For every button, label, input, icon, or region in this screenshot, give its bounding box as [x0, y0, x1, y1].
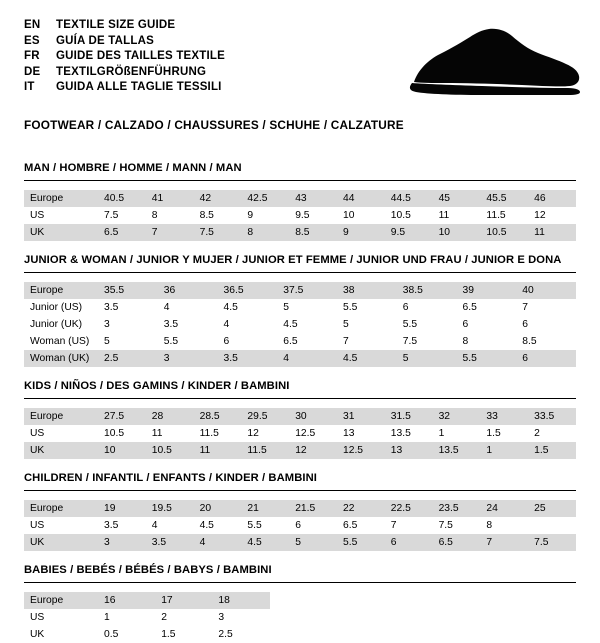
row-label: Europe	[24, 190, 98, 207]
table-cell: 6	[462, 319, 469, 330]
table-cell: 13.5	[390, 428, 411, 439]
table-row	[24, 534, 576, 551]
table-cell: 40	[516, 282, 576, 299]
table-cell: 8.5	[522, 336, 537, 347]
table-cell: 10	[342, 210, 355, 221]
table-cell: 11	[194, 442, 242, 459]
table-cell: 3	[104, 319, 110, 330]
table-cell: 36	[158, 282, 218, 299]
table-cell: 16	[98, 592, 155, 609]
table-row	[24, 592, 270, 609]
table-cell: 31	[337, 408, 385, 425]
table-cell: 8.5	[199, 210, 214, 221]
table-row	[24, 282, 576, 299]
table-cell: 5	[283, 302, 289, 313]
table-cell: 5.5	[457, 350, 517, 367]
language-code: ES	[24, 34, 40, 47]
table-cell: 22	[337, 500, 385, 517]
table-cell: 21	[241, 500, 289, 517]
table-row	[24, 442, 576, 459]
table-cell: 4	[223, 319, 230, 330]
table-cell: 38	[337, 282, 397, 299]
table-cell: 7.5	[528, 534, 576, 551]
table-cell: 5	[397, 350, 457, 367]
table-cell: 4.5	[199, 520, 214, 531]
table-cell: 12	[289, 442, 337, 459]
table-cell: 4.5	[337, 350, 397, 367]
table-cell: 5.5	[402, 319, 418, 330]
table-cell: 5.5	[337, 534, 385, 551]
table-cell: 8	[486, 520, 493, 531]
table-cell: 18	[212, 592, 269, 609]
category-title: FOOTWEAR / CALZADO / CHAUSSURES / SCHUHE / CALZATURE	[24, 118, 404, 132]
table-cell: 6	[295, 520, 301, 531]
section-title: CHILDREN / INFANTIL / ENFANTS / KINDER / BAMBINI	[24, 472, 576, 491]
table-cell: 11.5	[199, 428, 219, 439]
table-cell: 22.5	[385, 500, 433, 517]
section-title: BABIES / BEBÉS / BÉBÉS / BABYS / BAMBINI	[24, 564, 576, 583]
table-cell: 45	[433, 190, 481, 207]
table-cell: 7.5	[104, 210, 119, 221]
table-row	[24, 207, 576, 224]
table-cell: 33	[480, 408, 528, 425]
table-cell: 6	[402, 302, 409, 313]
table-cell: 11	[151, 428, 163, 439]
table-cell: 1	[480, 442, 528, 459]
table-cell: 4	[194, 534, 242, 551]
table-row	[24, 224, 576, 241]
table-cell: 10	[98, 442, 146, 459]
row-label: US	[30, 428, 45, 439]
table-cell: 31.5	[385, 408, 433, 425]
row-label: UK	[24, 224, 98, 241]
table-cell: 1.5	[528, 442, 576, 459]
table-cell: 6	[522, 319, 528, 330]
row-label: Europe	[24, 500, 98, 517]
size-section	[24, 254, 576, 367]
table-cell: 45.5	[480, 190, 528, 207]
size-section	[24, 472, 576, 551]
table-cell: 9	[247, 210, 254, 221]
table-cell: 3	[158, 350, 218, 367]
table-cell: 13	[342, 428, 355, 439]
size-section	[24, 162, 576, 241]
table-cell: 5.5	[343, 302, 358, 313]
table-cell: 9.5	[295, 210, 310, 221]
size-table	[24, 408, 576, 459]
table-cell: 2.5	[98, 350, 158, 367]
table-cell: 4	[163, 302, 170, 313]
section-spacer	[24, 399, 576, 408]
table-cell: 38.5	[397, 282, 457, 299]
row-label: US	[30, 210, 45, 221]
section-spacer	[24, 273, 576, 282]
table-cell: 5	[104, 336, 110, 347]
table-cell: 28.5	[194, 408, 242, 425]
table-cell: 29.5	[241, 408, 289, 425]
table-cell: 5	[343, 319, 349, 330]
table-cell: 6	[516, 350, 576, 367]
table-cell: 44.5	[385, 190, 433, 207]
table-cell: 1.5	[486, 428, 501, 439]
table-cell: 10.5	[146, 442, 194, 459]
table-cell: 10.5	[390, 210, 411, 221]
section-title: MAN / HOMBRE / HOMME / MANN / MAN	[24, 162, 576, 181]
table-cell: 7.5	[194, 224, 242, 241]
language-code: DE	[24, 65, 41, 78]
table-cell: 3.5	[104, 302, 119, 313]
dress-shoe-icon	[392, 26, 582, 98]
table-cell: 5.5	[163, 336, 179, 347]
table-row	[24, 609, 270, 626]
table-cell: 0.5	[104, 629, 119, 640]
table-cell: 3	[218, 612, 225, 623]
table-cell: 4	[151, 520, 158, 531]
table-cell: 2	[161, 612, 167, 623]
table-cell: 42.5	[241, 190, 289, 207]
section-spacer	[24, 491, 576, 500]
table-cell: 43	[289, 190, 337, 207]
table-cell: 2	[534, 428, 540, 439]
table-cell: 7.5	[402, 336, 418, 347]
language-code: FR	[24, 50, 40, 62]
table-cell: 3.5	[146, 534, 194, 551]
table-cell: 4.5	[241, 534, 289, 551]
table-cell: 7	[343, 336, 349, 347]
section-title: KIDS / NIÑOS / DES GAMINS / KINDER / BAMBINI	[24, 380, 576, 399]
table-cell: 46	[528, 190, 576, 207]
language-label: GUIDA ALLE TAGLIE TESSILI	[56, 81, 222, 93]
table-cell: 20	[194, 500, 242, 517]
table-cell: 6.5	[98, 224, 146, 241]
table-row	[24, 190, 576, 207]
language-label: TEXTILGRÖßENFÜHRUNG	[56, 65, 207, 78]
row-label: Europe	[24, 282, 98, 299]
row-label: Europe	[24, 592, 98, 609]
table-cell: 10.5	[104, 428, 125, 439]
table-row	[24, 316, 576, 333]
table-cell: 9	[337, 224, 385, 241]
table-cell: 3.5	[218, 350, 278, 367]
row-label: US	[30, 520, 45, 531]
table-cell: 6.5	[462, 302, 477, 313]
table-cell: 7.5	[438, 520, 453, 531]
table-cell: 19	[98, 500, 146, 517]
table-cell: 1	[104, 612, 110, 623]
table-cell: 23.5	[433, 500, 481, 517]
table-row	[24, 408, 576, 425]
size-table	[24, 500, 576, 551]
table-cell: 32	[433, 408, 481, 425]
table-cell	[528, 517, 576, 534]
table-cell: 7	[522, 302, 528, 313]
table-cell: 8	[462, 336, 469, 347]
table-cell: 6	[385, 534, 433, 551]
table-cell: 8	[151, 210, 158, 221]
table-cell: 27.5	[98, 408, 146, 425]
table-cell: 5.5	[247, 520, 262, 531]
table-cell: 42	[194, 190, 242, 207]
table-cell: 4.5	[223, 302, 238, 313]
table-cell: 7	[390, 520, 397, 531]
table-cell: 12	[534, 210, 546, 221]
table-cell: 11.5	[486, 210, 506, 221]
table-cell: 6.5	[433, 534, 481, 551]
language-code: EN	[24, 19, 41, 31]
table-cell: 39	[457, 282, 517, 299]
table-cell: 12.5	[337, 442, 385, 459]
size-section	[24, 564, 576, 643]
row-label: US	[30, 612, 45, 623]
table-cell: 10	[433, 224, 481, 241]
size-sections	[0, 162, 600, 643]
table-cell: 40.5	[98, 190, 146, 207]
table-cell: 3.5	[104, 520, 119, 531]
table-row	[24, 299, 576, 316]
table-cell: 17	[155, 592, 212, 609]
language-label: GUIDE DES TAILLES TEXTILE	[56, 50, 225, 62]
table-cell: 36.5	[218, 282, 278, 299]
table-cell: 25	[528, 500, 576, 517]
table-cell: 5	[289, 534, 337, 551]
table-cell: 3	[98, 534, 146, 551]
table-row	[24, 333, 576, 350]
row-label: Junior (UK)	[30, 319, 83, 330]
row-label: UK	[24, 442, 98, 459]
table-cell: 6.5	[342, 520, 358, 531]
section-title: JUNIOR & WOMAN / JUNIOR Y MUJER / JUNIOR ET FEMME / JUNIOR UND FRAU / JUNIOR E DONA	[24, 254, 576, 273]
table-cell: 6.5	[283, 336, 298, 347]
language-label: GUÍA DE TALLAS	[56, 34, 154, 47]
table-cell: 7	[480, 534, 528, 551]
table-cell: 6	[223, 336, 230, 347]
table-cell: 13.5	[433, 442, 481, 459]
row-label: Junior (US)	[30, 302, 83, 313]
row-label: UK	[24, 534, 98, 551]
table-cell: 9.5	[385, 224, 433, 241]
table-cell: 28	[146, 408, 194, 425]
table-row	[24, 350, 576, 367]
document-header	[0, 0, 600, 104]
table-cell: 4	[277, 350, 337, 367]
table-row	[24, 500, 576, 517]
size-table	[24, 282, 576, 367]
row-label: Woman (UK)	[24, 350, 98, 367]
row-label: Europe	[24, 408, 98, 425]
language-label: TEXTILE SIZE GUIDE	[56, 19, 176, 31]
language-code: IT	[24, 81, 35, 93]
row-label: Woman (US)	[30, 336, 90, 347]
row-label: UK	[30, 629, 45, 640]
table-row	[24, 517, 576, 534]
size-section	[24, 380, 576, 459]
section-spacer	[24, 583, 576, 592]
table-cell: 12	[247, 428, 259, 439]
table-cell: 3.5	[163, 319, 179, 330]
table-cell: 2.5	[218, 629, 233, 640]
table-row	[24, 626, 270, 643]
table-cell: 37.5	[277, 282, 337, 299]
table-cell: 30	[289, 408, 337, 425]
table-cell: 11.5	[241, 442, 289, 459]
table-cell: 8	[241, 224, 289, 241]
table-cell: 8.5	[289, 224, 337, 241]
table-cell: 10.5	[480, 224, 528, 241]
table-cell: 21.5	[289, 500, 337, 517]
table-cell: 1	[438, 428, 445, 439]
table-cell: 24	[480, 500, 528, 517]
table-cell: 44	[337, 190, 385, 207]
table-cell: 4.5	[283, 319, 298, 330]
size-table	[24, 190, 576, 241]
table-cell: 7	[146, 224, 194, 241]
table-cell: 11	[528, 224, 576, 241]
table-cell: 13	[385, 442, 433, 459]
table-row	[24, 425, 576, 442]
table-cell: 1.5	[161, 629, 176, 640]
table-cell: 11	[438, 210, 450, 221]
table-cell: 12.5	[295, 428, 316, 439]
table-cell: 19.5	[146, 500, 194, 517]
table-cell: 35.5	[98, 282, 158, 299]
section-spacer	[24, 181, 576, 190]
table-cell: 33.5	[528, 408, 576, 425]
table-cell: 41	[146, 190, 194, 207]
